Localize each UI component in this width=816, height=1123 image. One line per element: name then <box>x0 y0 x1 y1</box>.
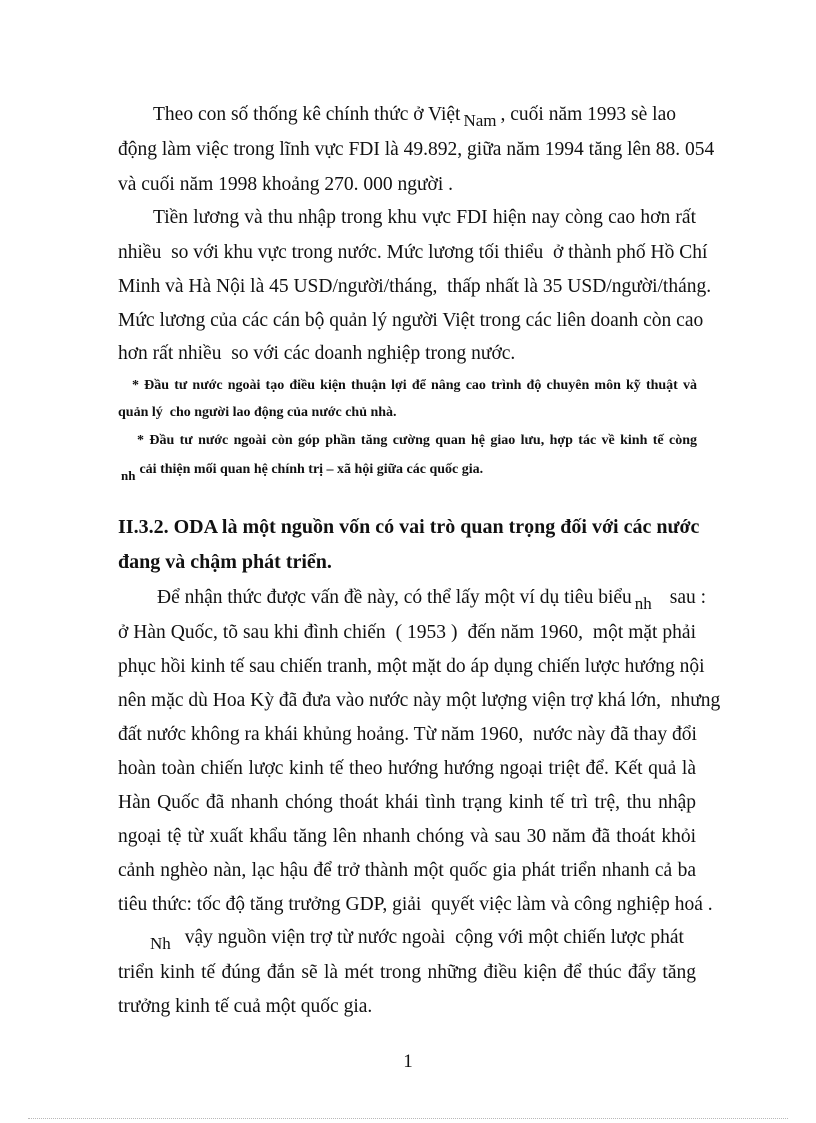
paragraph-1-line-1-end: , cuối năm 1993 sè lao <box>500 104 676 125</box>
paragraph-3-line-10: tiêu thức: tốc độ tăng trưởng GDP, giải quyết việc làm và công nghiệp hoá . <box>118 894 713 915</box>
note-1-line-1: * Đầu tư nước ngoài tạo điều kiện thuận lợi để nâng cao trình độ chuyên môn kỹ thuật và <box>132 378 697 393</box>
note-2-line-2-text: cải thiện mối quan hệ chính trị – xã hội giữa các quốc gia. <box>139 462 484 477</box>
paragraph-3-line-1-end: sau : <box>669 587 707 608</box>
note-2-subscript-nh: nh <box>121 468 136 483</box>
paragraph-4-line-3: trưởng kinh tế cuả một quốc gia. <box>118 996 373 1017</box>
paragraph-2-line-5: hơn rất nhiều so với các doanh nghiệp trong nước. <box>118 343 516 364</box>
paragraph-1-line-1 <box>153 103 696 130</box>
paragraph-3-line-2: ở Hàn Quốc, tõ sau khi đình chiến ( 1953 ) đến năm 1960, một mặt phải <box>118 622 696 643</box>
paragraph-4-line-2: triển kinh tế đúng đắn sẽ là mét trong những điều kiện để thúc đẩy tăng <box>118 962 696 983</box>
paragraph-1-subscript-nam: Nam <box>463 111 497 130</box>
paragraph-1-line-2: động làm việc trong lĩnh vực FDI là 49.892, giữa năm 1994 tăng lên 88. 054 <box>118 139 715 160</box>
paragraph-3-line-6: hoàn toàn chiến lược kinh tế theo hướng hướng ngoại triệt để. Kết quả là <box>118 758 696 779</box>
paragraph-3-line-4: nên mặc dù Hoa Kỳ đã đưa vào nước này một lượng viện trợ khá lớn, nhưng <box>118 690 721 711</box>
paragraph-4-line-1 <box>150 926 696 953</box>
paragraph-1-line-1-start: Theo con số thống kê chính thức ở Việt <box>153 104 461 125</box>
paragraph-1-line-3: và cuối năm 1998 khoảng 270. 000 người . <box>118 174 454 195</box>
paragraph-3-line-7: Hàn Quốc đã nhanh chóng thoát khái tình trạng kinh tế trì trệ, thu nhập <box>118 792 696 813</box>
section-heading-line-2: đang và chậm phát triển. <box>118 551 332 573</box>
paragraph-2-line-3: Minh và Hà Nội là 45 USD/người/tháng, thấp nhất là 35 USD/người/tháng. <box>118 276 712 297</box>
paragraph-3-line-3: phục hồi kinh tế sau chiến tranh, một mặt do áp dụng chiến lược hướng nội <box>118 656 705 677</box>
paragraph-4-subscript-nh: Nh <box>150 934 171 953</box>
paragraph-3-line-1-start: Để nhận thức được vấn đề này, có thể lấy một ví dụ tiêu biểu <box>157 587 632 608</box>
section-heading-line-1: II.3.2. ODA là một nguồn vốn có vai trò quan trọng đối với các nước <box>118 516 700 538</box>
paragraph-2-line-4: Mức lương của các cán bộ quản lý người Việt trong các liên doanh còn cao <box>118 310 704 331</box>
paragraph-3-line-5: đất nước không ra khái khủng hoảng. Từ năm 1960, nước này đã thay đổi <box>118 724 697 745</box>
paragraph-3-subscript-nh: nh <box>634 594 652 613</box>
paragraph-4-line-1-text: vậy nguồn viện trợ từ nước ngoài cộng với một chiến lược phát <box>184 927 684 948</box>
note-2-line-2 <box>118 459 484 483</box>
paragraph-3-line-1 <box>157 586 707 613</box>
paragraph-3-line-8: ngoại tệ từ xuất khẩu tăng lên nhanh chóng và sau 30 năm đã thoát khỏi <box>118 826 696 847</box>
paragraph-2-line-2: nhiều so với khu vực trong nước. Mức lương tối thiểu ở thành phố Hồ Chí <box>118 242 708 263</box>
page-bottom-divider <box>28 1118 788 1119</box>
page-number: 1 <box>403 1051 413 1072</box>
note-1-line-2: quản lý cho người lao động của nước chủ nhà. <box>118 405 397 420</box>
note-2-line-1: * Đầu tư nước ngoài còn góp phần tăng cường quan hệ giao lưu, hợp tác về kinh tế còng <box>137 433 697 448</box>
paragraph-3-line-9: cảnh nghèo nàn, lạc hậu để trở thành một quốc gia phát triển nhanh cả ba <box>118 860 696 881</box>
paragraph-2-line-1: Tiền lương và thu nhập trong khu vực FDI hiện nay còng cao hơn rất <box>153 207 696 228</box>
